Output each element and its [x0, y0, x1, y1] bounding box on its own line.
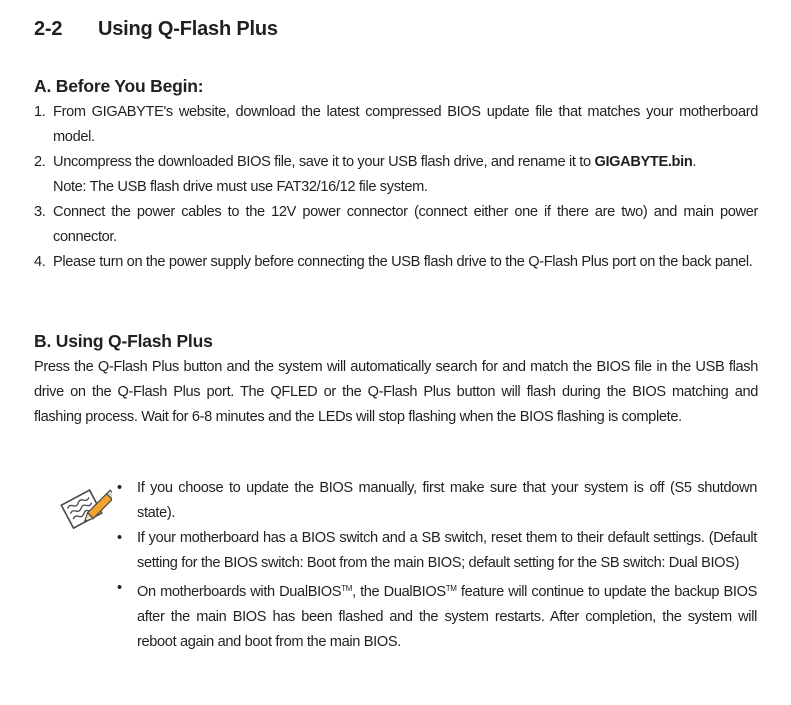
step-item — [34, 200, 758, 250]
step-text: Connect the power cables to the 12V power connector (connect either one if there are two) and main power connector. — [53, 204, 758, 245]
qflash-paragraph: Press the Q-Flash Plus button and the system will automatically search for and match the BIOS file in the USB flash drive on the Q-Flash Plus port. The QFLED or the Q-Flash Plus button will flash during the BIOS matching and flashing process. Wait for 6-8 minutes and the LEDs will stop flashing when the BIOS flashing is complete. — [34, 359, 758, 425]
filename-bold: GIGABYTE.bin — [594, 154, 693, 170]
bullet: • — [117, 580, 122, 596]
trademark-mark: TM — [445, 584, 457, 593]
step-number: 1. — [34, 104, 46, 120]
step-item — [34, 150, 758, 200]
step-number: 4. — [34, 254, 46, 270]
note-pencil-icon — [60, 484, 112, 534]
steps-list — [34, 100, 758, 275]
bullet: • — [117, 480, 122, 496]
bullet: • — [117, 530, 122, 546]
note-item — [117, 476, 757, 526]
using-qflash-heading: B. Using Q-Flash Plus — [34, 331, 213, 351]
note-text: If your motherboard has a BIOS switch and a SB switch, reset them to their default settings. (Default setting for the BIOS switch: Boot from the main BIOS; default setting for the SB switch: Dual BIOS) — [137, 530, 757, 571]
note-text: If you choose to update the BIOS manually, first make sure that your system is off (S5 shutdown state). — [137, 480, 757, 521]
step-number: 2. — [34, 154, 46, 170]
step-note: Note: The USB flash drive must use FAT32/16/12 file system. — [53, 179, 428, 195]
step-text: Please turn on the power supply before connecting the USB flash drive to the Q-Flash Plus port on the back panel. — [53, 254, 753, 270]
notes-list — [117, 476, 757, 655]
step-item — [34, 100, 758, 150]
section-title — [34, 18, 278, 41]
step-text: Uncompress the downloaded BIOS file, save it to your USB flash drive, and rename it to — [53, 154, 595, 170]
note-text: , the DualBIOS — [352, 584, 446, 600]
section-number: 2-2 — [34, 18, 63, 40]
note-text: On motherboards with DualBIOS — [137, 584, 342, 600]
step-item — [34, 250, 758, 275]
step-text: From GIGABYTE's website, download the latest compressed BIOS update file that matches your motherboard model. — [53, 104, 758, 145]
before-you-begin-heading: A. Before You Begin: — [34, 76, 204, 96]
step-text-end: . — [692, 154, 697, 170]
step-number: 3. — [34, 204, 46, 220]
note-item — [117, 576, 757, 655]
note-item — [117, 526, 757, 576]
trademark-mark: TM — [341, 584, 353, 593]
section-title-text: Using Q-Flash Plus — [98, 18, 278, 40]
note-text: feature will continue to update the backup BIOS after the main BIOS has been flashed and the system restarts. After completion, the system will reboot again and boot from the main BIOS. — [137, 584, 757, 650]
